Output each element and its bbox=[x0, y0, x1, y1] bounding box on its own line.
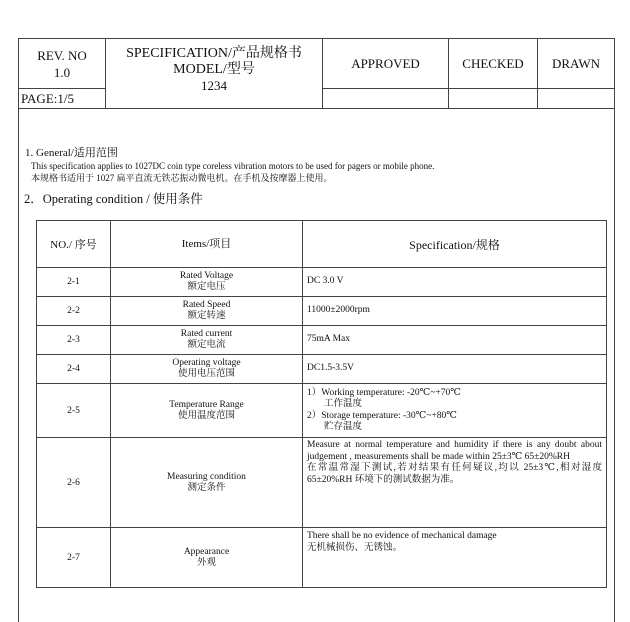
item-en: Rated current bbox=[180, 329, 233, 339]
spec-line: Measure at normal temperature and humidity if there is any doubt about judgement , measurements shall be made within 25±3℃ 65±20%RH bbox=[307, 440, 602, 462]
row-no: 2-5 bbox=[37, 384, 111, 438]
general-text-cn: 本规格书适用于 1027 扁平直流无铁芯振动微电机。在手机及按摩器上使用。 bbox=[31, 173, 333, 183]
table-row bbox=[37, 528, 607, 588]
spec-line: 无机械损伤、无锈蚀。 bbox=[307, 542, 403, 553]
item-cn: 外观 bbox=[196, 557, 216, 568]
spec-line: 1）Working temperature: -20℃~+70℃ bbox=[307, 387, 461, 398]
spec-line: 2）Storage temperature: -30℃~+80℃ bbox=[307, 410, 457, 421]
item-en: Measuring condition bbox=[167, 471, 246, 482]
spec-line: 贮存温度 bbox=[324, 422, 363, 432]
revision-label: REV. NO bbox=[37, 47, 87, 63]
table-row bbox=[37, 384, 607, 438]
operating-heading: 2．Operating condition / 使用条件 bbox=[24, 192, 203, 206]
approved-signature bbox=[323, 89, 449, 109]
general-section bbox=[25, 147, 434, 184]
table-row bbox=[37, 268, 607, 297]
item-cn: 使用温度范围 bbox=[177, 410, 235, 421]
drawn-signature bbox=[538, 89, 615, 109]
row-no: 2-3 bbox=[37, 326, 111, 355]
col-no-header: NO./ 序号 bbox=[37, 221, 111, 268]
row-item bbox=[111, 268, 303, 297]
revision-value: 1.0 bbox=[53, 64, 71, 80]
general-heading: 1. General/适用范围 bbox=[25, 147, 118, 159]
item-cn: 额定转速 bbox=[187, 311, 226, 321]
item-cn: 测定条件 bbox=[187, 482, 226, 493]
spec-title: SPECIFICATION/产品规格书 bbox=[126, 45, 302, 61]
item-cn: 使用电压范围 bbox=[177, 369, 235, 379]
spec-cell bbox=[106, 39, 323, 109]
item-en: Rated Speed bbox=[182, 300, 231, 310]
row-item bbox=[111, 326, 303, 355]
item-en: Operating voltage bbox=[172, 358, 241, 368]
model-label: MODEL/型号 bbox=[173, 61, 255, 77]
row-no: 2-1 bbox=[37, 268, 111, 297]
row-item bbox=[111, 355, 303, 384]
checked-header: CHECKED bbox=[449, 39, 538, 89]
item-en: Rated Voltage bbox=[179, 271, 234, 281]
spec-line: There shall be no evidence of mechanical damage bbox=[307, 531, 497, 541]
table-row bbox=[37, 326, 607, 355]
drawn-header: DRAWN bbox=[538, 39, 615, 89]
general-text-en: This specification applies to 1027DC coin type coreless vibration motors to be used for pagers or mobile phone. bbox=[31, 161, 435, 171]
revision-cell bbox=[19, 39, 106, 89]
row-item bbox=[111, 297, 303, 326]
row-spec: 75mA Max bbox=[303, 326, 607, 355]
operating-table bbox=[36, 220, 607, 588]
item-cn: 额定电流 bbox=[187, 340, 226, 350]
row-no: 2-6 bbox=[37, 438, 111, 528]
spec-line: 工作温度 bbox=[324, 399, 363, 409]
row-spec bbox=[303, 528, 607, 588]
table-row bbox=[37, 355, 607, 384]
row-spec bbox=[303, 384, 607, 438]
col-items-header: Items/项目 bbox=[111, 221, 303, 268]
row-spec: DC 3.0 V bbox=[303, 268, 607, 297]
item-en: Appearance bbox=[183, 546, 230, 557]
item-en: Temperature Range bbox=[169, 399, 244, 410]
row-no: 2-2 bbox=[37, 297, 111, 326]
page-number: PAGE:1/5 bbox=[19, 89, 106, 109]
checked-signature bbox=[449, 89, 538, 109]
row-no: 2-7 bbox=[37, 528, 111, 588]
document-header bbox=[18, 38, 615, 109]
row-no: 2-4 bbox=[37, 355, 111, 384]
row-spec: DC1.5-3.5V bbox=[303, 355, 607, 384]
model-value: 1234 bbox=[201, 77, 227, 93]
item-cn: 额定电压 bbox=[187, 282, 226, 292]
spec-line: 在常温常湿下测试,若对结果有任何疑议,均以 25±3℃,相对湿度 65±20%RH 环境下的测试数据为准。 bbox=[307, 463, 602, 485]
table-row bbox=[37, 297, 607, 326]
row-spec: 11000±2000rpm bbox=[303, 297, 607, 326]
row-item bbox=[111, 528, 303, 588]
table-row bbox=[37, 438, 607, 528]
col-spec-header: Specification/规格 bbox=[303, 221, 607, 268]
row-item bbox=[111, 438, 303, 528]
row-item bbox=[111, 384, 303, 438]
approved-header: APPROVED bbox=[323, 39, 449, 89]
row-spec bbox=[303, 438, 607, 528]
